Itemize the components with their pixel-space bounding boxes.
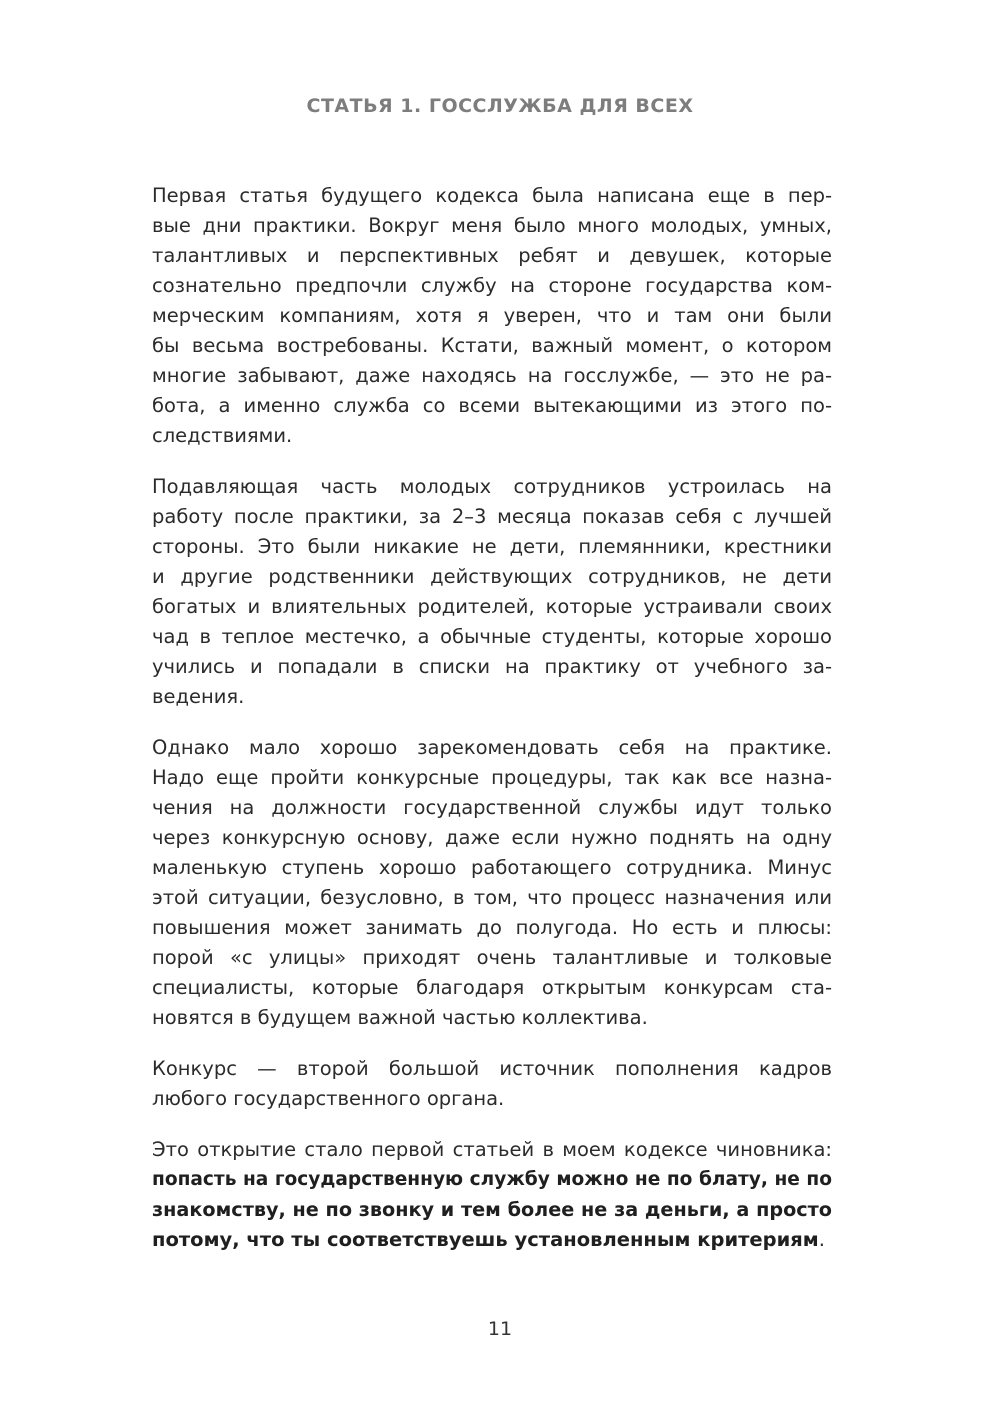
article-body [152, 181, 832, 1276]
text-line: специалисты, которые благодаря открытым конкурсам ста- [152, 976, 832, 999]
text-line: бота, а именно служба со всеми вытекающими из этого по- [152, 394, 832, 417]
text-line: сознательно предпочли службу на стороне государства ком- [152, 274, 832, 297]
text-line: Надо еще пройти конкурсные процедуры, так как все назна- [152, 766, 832, 789]
text-line: Это открытие стало первой статьей в моем кодексе чиновника: [152, 1138, 832, 1161]
paragraph-3 [152, 733, 832, 1033]
bold-statement-line: знакомству, не по звонку и тем более не за деньги, а просто [152, 1198, 832, 1221]
paragraph-4 [152, 1054, 832, 1114]
page-number: 11 [487, 1318, 513, 1340]
text-line: чения на должности государственной службы идут только [152, 796, 832, 819]
text-line: Конкурс — второй большой источник пополнения кадров [152, 1057, 832, 1080]
text-line: ведения. [152, 685, 245, 708]
text-line: талантливых и перспективных ребят и девушек, которые [152, 244, 832, 267]
bold-statement-text: потому, что ты соответствуешь установленным критериям [152, 1228, 819, 1251]
text-line: Подавляющая часть молодых сотрудников устроилась на [152, 475, 832, 498]
text-line: бы весьма востребованы. Кстати, важный момент, о котором [152, 334, 832, 357]
text-line: чад в теплое местечко, а обычные студенты, которые хорошо [152, 625, 832, 648]
text-line: повышения может занимать до полугода. Но есть и плюсы: [152, 916, 832, 939]
paragraph-1 [152, 181, 832, 451]
running-header: СТАТЬЯ 1. ГОССЛУЖБА ДЛЯ ВСЕХ [306, 95, 694, 117]
text-line: Однако мало хорошо зарекомендовать себя на практике. [152, 736, 832, 759]
text-line: учились и попадали в списки на практику от учебного за- [152, 655, 832, 678]
text-line: многие забывают, даже находясь на госслужбе, — это не ра- [152, 364, 832, 387]
paragraph-conclusion [152, 1135, 832, 1255]
text-line: через конкурсную основу, даже если нужно поднять на одну [152, 826, 832, 849]
text-line: Первая статья будущего кодекса была написана еще в пер- [152, 184, 832, 207]
text-line: мерческим компаниям, хотя я уверен, что и там они были [152, 304, 832, 327]
text-line: порой «с улицы» приходят очень талантливые и толковые [152, 946, 832, 969]
trailing-period: . [818, 1228, 825, 1251]
text-line: работу после практики, за 2–3 месяца показав себя с лучшей [152, 505, 832, 528]
text-line: и другие родственники действующих сотрудников, не дети [152, 565, 832, 588]
text-line: любого государственного органа. [152, 1087, 505, 1110]
text-line: этой ситуации, безусловно, в том, что процесс назначения или [152, 886, 832, 909]
text-line: вые дни практики. Вокруг меня было много молодых, умных, [152, 214, 832, 237]
paragraph-2 [152, 472, 832, 712]
text-line: богатых и влиятельных родителей, которые устраивали своих [152, 595, 832, 618]
text-line: маленькую ступень хорошо работающего сотрудника. Минус [152, 856, 832, 879]
bold-statement-line: попасть на государственную службу можно не по блату, не по [152, 1169, 832, 1190]
text-line: следствиями. [152, 424, 293, 447]
bold-statement-last-line [152, 1225, 832, 1255]
text-line: новятся в будущем важной частью коллектива. [152, 1006, 648, 1029]
text-line: стороны. Это были никакие не дети, племянники, крестники [152, 535, 832, 558]
